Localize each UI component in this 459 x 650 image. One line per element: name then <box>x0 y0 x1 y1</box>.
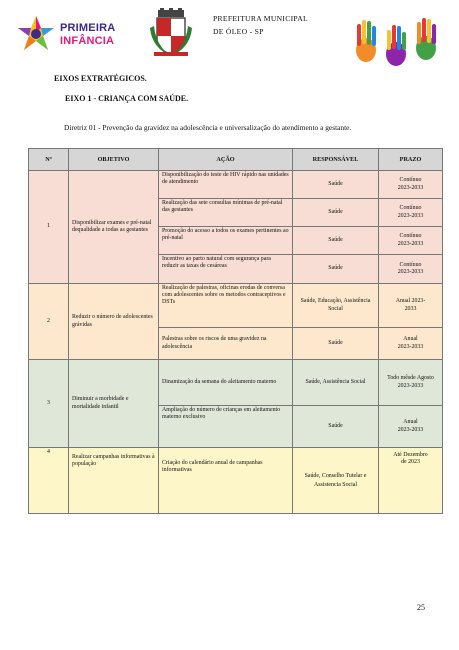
cell-prazo <box>379 284 443 328</box>
prazo-line2: 2023-2033 <box>397 184 424 191</box>
prazo-line1: Até Dezembro <box>393 452 428 458</box>
cell-objetivo: Reduzir o número de adolescentes grávidas <box>69 284 159 360</box>
cell-objetivo: Disponibilizar exames e pré-natal dequalidade a todas as gestantes <box>69 171 159 284</box>
cell-objetivo: Realizar campanhas informativas à população <box>69 448 159 514</box>
cell-prazo <box>379 199 443 227</box>
prazo-line2: 2033 <box>404 305 417 312</box>
cell-prazo <box>379 448 443 514</box>
prazo-line1: Anual <box>403 336 418 343</box>
cell-responsavel: Saúde <box>293 171 379 199</box>
prazo-line2: 2023-2033 <box>397 240 424 247</box>
org-name-line2: DE ÓLEO - SP <box>213 27 264 36</box>
prazo-line2: 2023-2033 <box>397 269 424 275</box>
table-header-row <box>29 149 443 171</box>
prazo-line1: Contínuo <box>399 261 422 268</box>
prazo-line2: 2023-2033 <box>397 212 424 219</box>
cell-acao: Promoção do acesso a todos os exames pertinentes ao pré-natal <box>159 227 293 255</box>
cell-prazo <box>379 406 443 448</box>
cell-acao: Incentivo ao parto natural com segurança para reduzir as taxas de cesáreas <box>159 255 293 284</box>
header-acao: AÇÃO <box>159 149 293 171</box>
prazo-line2: de 2023 <box>401 459 420 466</box>
prazo-line2: 2023-2033 <box>397 382 424 389</box>
municipality-header <box>213 12 308 38</box>
cell-acao: Criação do calendário anual de campanhas informativas <box>159 448 293 514</box>
cell-responsavel: Saúde <box>293 328 379 360</box>
cell-num: 4 <box>29 448 69 514</box>
cell-prazo <box>379 171 443 199</box>
prazo-line1: Contínuo <box>399 205 422 212</box>
prazo-line2: 2023-2033 <box>397 343 424 350</box>
org-name-line1: PREFEITURA MUNICIPAL <box>213 14 308 23</box>
cell-num: 1 <box>29 171 69 284</box>
cell-responsavel: Saúde <box>293 406 379 448</box>
prazo-line2: 2023-2033 <box>397 426 424 433</box>
logo-text-line1: PRIMEIRA <box>60 22 116 34</box>
table-row <box>29 171 443 199</box>
cell-prazo <box>379 227 443 255</box>
action-plan-table <box>28 148 443 514</box>
prazo-line1: Contínuo <box>399 177 422 184</box>
cell-acao: Realização das sete consultas mínimas de pré-natal das gestantes <box>159 199 293 227</box>
cell-acao: Disponibilização do teste de HIV rápido nas unidades de atendimento <box>159 171 293 199</box>
table-row <box>29 360 443 406</box>
cell-responsavel: Saúde <box>293 199 379 227</box>
cell-acao: Realização de palestras, oficinas erodas de conversa com adolescentes sobre os metodos contraceptivos e DSTs <box>159 284 293 328</box>
header-responsavel: RESPONSÁVEL <box>293 149 379 171</box>
table-row <box>29 448 443 514</box>
cell-acao: Ampliação do número de crianças em aleitamento materno exclusivo <box>159 406 293 448</box>
cell-acao: Dinamização da semana do aleitamento materno <box>159 360 293 406</box>
primeira-infancia-logo <box>14 12 124 56</box>
cell-objetivo: Diminuir a morbidade e mortalidade infantil <box>69 360 159 448</box>
page-number: 25 <box>417 603 425 612</box>
municipal-crest-icon <box>148 8 194 58</box>
section-heading-eixo1: EIXO 1 - CRIANÇA COM SAÚDE. <box>65 94 189 103</box>
painted-hands-icon <box>348 10 444 70</box>
cell-responsavel: Saúde, Assistência Social <box>293 360 379 406</box>
cell-acao: Palestras sobre os riscos de uma gravidez na adolescência <box>159 328 293 360</box>
prazo-line1: Contínuo <box>399 233 422 240</box>
cell-prazo <box>379 360 443 406</box>
prazo-line1: Todo mêsde Agosto <box>387 375 434 382</box>
cell-prazo <box>379 255 443 284</box>
cell-responsavel: Saúde, Educação, Assistência Social <box>293 284 379 328</box>
colorful-star-logo-icon <box>14 14 58 54</box>
cell-responsavel: Saúde <box>293 255 379 284</box>
cell-responsavel: Saúde <box>293 227 379 255</box>
cell-num: 2 <box>29 284 69 360</box>
prazo-line1: Anual 2023- <box>395 298 426 305</box>
header-prazo: PRAZO <box>379 149 443 171</box>
cell-responsavel: Saúde, Conselho Tutelar e Assistencia Social <box>293 448 379 514</box>
table-row <box>29 284 443 328</box>
header-num: Nº <box>29 149 69 171</box>
prazo-line1: Anual <box>403 419 418 426</box>
logo-text-line2: INFÂNCIA <box>60 35 115 47</box>
cell-num: 3 <box>29 360 69 448</box>
section-heading-eixos: EIXOS EXTRATÉGICOS. <box>54 74 147 83</box>
header-objetivo: OBJETIVO <box>69 149 159 171</box>
directive-text: Diretriz 01 - Prevenção da gravidez na adolescência e universalização do atendimento a gestante. <box>64 123 352 132</box>
cell-prazo <box>379 328 443 360</box>
